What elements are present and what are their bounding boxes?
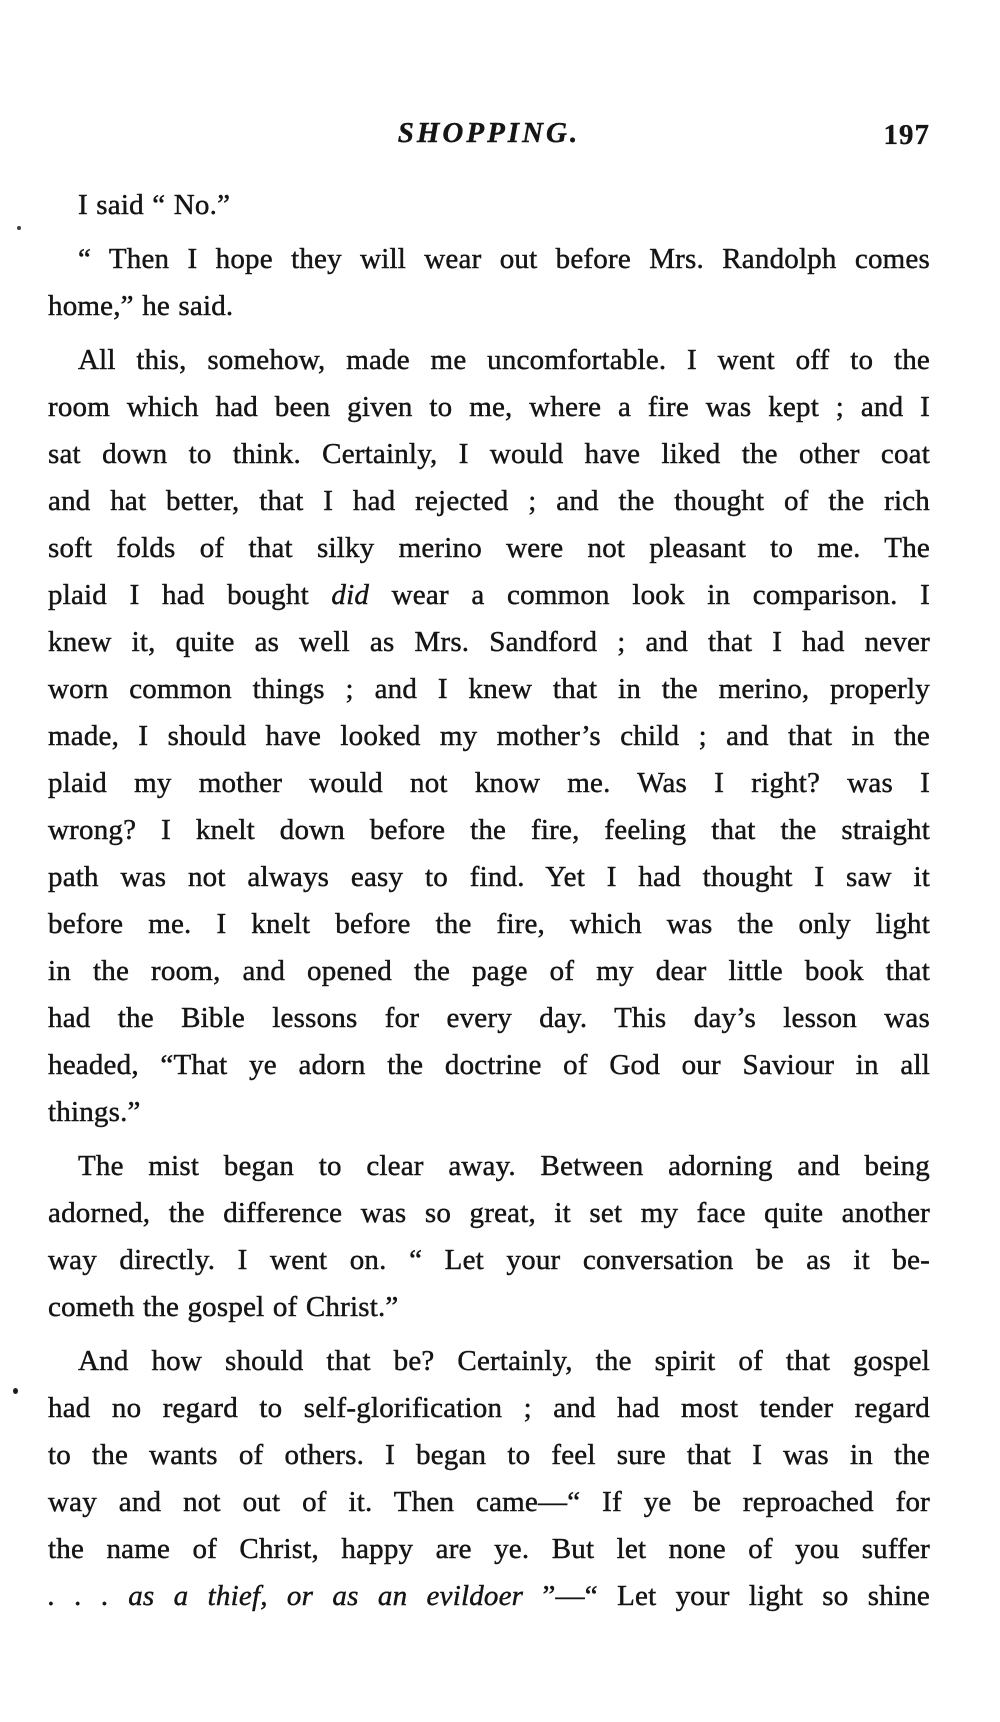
text-segment: soft folds of that silky merino were not pleasant to me. The bbox=[48, 532, 930, 564]
text-segment: cometh the gospel of Christ.” bbox=[48, 1291, 399, 1323]
text-segment: All this, somehow, made me uncomfortable. I went off to the bbox=[78, 344, 930, 376]
paragraph bbox=[48, 236, 930, 330]
paragraph bbox=[48, 1338, 930, 1620]
text-segment: things.” bbox=[48, 1096, 141, 1128]
text-line bbox=[48, 431, 930, 478]
text-segment: path was not always easy to find. Yet I had thought I saw it bbox=[48, 861, 930, 893]
text-segment: made, I should have looked my mother’s child ; and that in the bbox=[48, 720, 930, 752]
text-segment: And how should that be? Certainly, the spirit of that gospel bbox=[78, 1345, 930, 1377]
text-line bbox=[48, 807, 930, 854]
text-line bbox=[48, 236, 930, 283]
text-segment: and hat better, that I had rejected ; and the thought of the rich bbox=[48, 485, 930, 517]
text-line bbox=[48, 384, 930, 431]
italic-text: did bbox=[331, 579, 370, 611]
text-line bbox=[48, 1479, 930, 1526]
text-line bbox=[48, 337, 930, 384]
text-line bbox=[48, 666, 930, 713]
text-line bbox=[48, 1432, 930, 1479]
text-line bbox=[48, 1385, 930, 1432]
text-segment: wrong? I knelt down before the fire, feeling that the straight bbox=[48, 814, 930, 846]
text-segment: way and not out of it. Then came—“ If ye be reproached for bbox=[48, 1486, 930, 1518]
text-line bbox=[48, 283, 930, 330]
text-line bbox=[48, 1338, 930, 1385]
text-segment: plaid my mother would not know me. Was I right? was I bbox=[48, 767, 930, 799]
text-line bbox=[48, 1042, 930, 1089]
text-line bbox=[48, 1573, 930, 1620]
text-segment: ”—“ Let your light so shine bbox=[523, 1580, 930, 1612]
page-header bbox=[48, 116, 930, 158]
text-segment: to the wants of others. I began to feel sure that I was in the bbox=[48, 1439, 930, 1471]
text-line bbox=[48, 901, 930, 948]
text-segment: I said “ No.” bbox=[78, 189, 231, 221]
text-segment: way directly. I went on. “ Let your conversation be as it be- bbox=[48, 1244, 930, 1276]
scan-speck bbox=[13, 1388, 18, 1394]
text-segment: wear a common look in comparison. I bbox=[369, 579, 930, 611]
text-segment: knew it, quite as well as Mrs. Sandford ; and that I had never bbox=[48, 626, 930, 658]
text-segment: had no regard to self-glorification ; and had most tender regard bbox=[48, 1392, 930, 1424]
text-line bbox=[48, 478, 930, 525]
scan-speck bbox=[17, 226, 21, 230]
text-line bbox=[48, 1284, 930, 1331]
running-head: SHOPPING. bbox=[397, 117, 581, 149]
text-segment: plaid I had bought bbox=[48, 579, 332, 611]
text-line bbox=[48, 572, 930, 619]
italic-text: as a thief, or as an evildoer bbox=[128, 1580, 524, 1612]
paragraph bbox=[48, 182, 930, 229]
text-line bbox=[48, 1089, 930, 1136]
text-line bbox=[48, 1526, 930, 1573]
italic-text: . . . bbox=[48, 1580, 129, 1612]
paragraph bbox=[48, 1143, 930, 1331]
text-line bbox=[48, 1190, 930, 1237]
text-line bbox=[48, 995, 930, 1042]
text-line bbox=[48, 525, 930, 572]
text-segment: headed, “That ye adorn the doctrine of God our Saviour in all bbox=[48, 1049, 930, 1081]
text-line bbox=[48, 948, 930, 995]
text-segment: before me. I knelt before the fire, which was the only light bbox=[48, 908, 930, 940]
text-line bbox=[48, 760, 930, 807]
text-segment: had the Bible lessons for every day. This day’s lesson was bbox=[48, 1002, 930, 1034]
text-segment: home,” he said. bbox=[48, 290, 234, 322]
text-line bbox=[48, 182, 930, 229]
text-segment: sat down to think. Certainly, I would have liked the other coat bbox=[48, 438, 930, 470]
text-segment: The mist began to clear away. Between adorning and being bbox=[78, 1150, 930, 1182]
text-segment: “ Then I hope they will wear out before Mrs. Randolph comes bbox=[78, 243, 930, 275]
text-line bbox=[48, 1237, 930, 1284]
text-segment: adorned, the difference was so great, it set my face quite another bbox=[48, 1197, 930, 1229]
text-line bbox=[48, 619, 930, 666]
text-line bbox=[48, 713, 930, 760]
page-body bbox=[48, 182, 930, 1627]
text-segment: in the room, and opened the page of my dear little book that bbox=[48, 955, 930, 987]
page-number: 197 bbox=[883, 119, 930, 151]
text-segment: worn common things ; and I knew that in the merino, properly bbox=[48, 673, 930, 705]
paragraph bbox=[48, 337, 930, 1136]
text-segment: the name of Christ, happy are ye. But let none of you suffer bbox=[48, 1533, 930, 1565]
text-line bbox=[48, 854, 930, 901]
text-line bbox=[48, 1143, 930, 1190]
text-segment: room which had been given to me, where a fire was kept ; and I bbox=[48, 391, 930, 423]
